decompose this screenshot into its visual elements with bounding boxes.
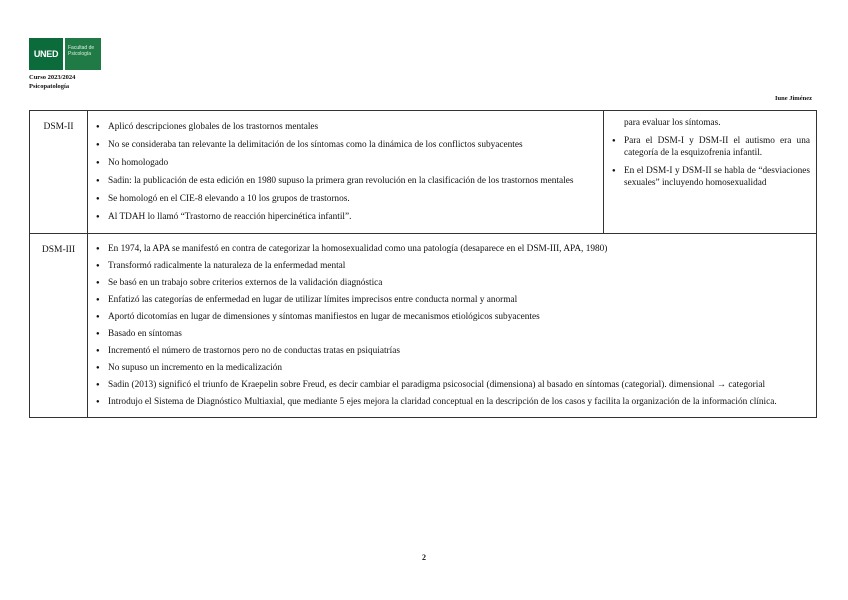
dsm3-bullet-list bbox=[94, 243, 810, 408]
dsm3-bullets-cell bbox=[88, 234, 817, 418]
dsm2-notes-list bbox=[610, 117, 810, 189]
list-item: ● No se consideraba tan relevante la delimitación de los síntomas como la dinámica de los conflictos subyacentes bbox=[94, 139, 597, 151]
page-number: 2 bbox=[422, 553, 426, 562]
author-name: Iune Jiménez bbox=[774, 95, 812, 102]
list-item: ● Aplicó descripciones globales de los trastornos mentales bbox=[94, 121, 597, 133]
list-item: ● Enfatizó las categorías de enfermedad en lugar de utilizar límites imprecisos entre conducta normal y anormal bbox=[94, 294, 810, 306]
list-item: ● Basado en síntomas bbox=[94, 328, 810, 340]
list-item: ● Transformó radicalmente la naturaleza de la enfermedad mental bbox=[94, 260, 810, 272]
list-item: ● Al TDAH lo llamó “Trastorno de reacción hipercinética infantil”. bbox=[94, 211, 597, 223]
row-label-dsm3: DSM-III bbox=[30, 234, 88, 418]
uned-logo bbox=[29, 38, 101, 70]
uned-logo-mark: UNED bbox=[29, 38, 63, 70]
subject-name: Psicopatología bbox=[29, 83, 70, 90]
list-item: ● Sadin: la publicación de esta edición en 1980 supuso la primera gran revolución en la clasificación de los trastornos mentales bbox=[94, 175, 597, 187]
dsm2-bullet-list bbox=[94, 121, 597, 223]
continuation-text: para evaluar los síntomas. bbox=[624, 118, 721, 128]
dsm2-bullets-cell bbox=[88, 111, 604, 234]
list-item: ● Incrementó el número de trastornos pero no de conductas tratas en psiquiatrías bbox=[94, 345, 810, 357]
list-item: ● En el DSM-I y DSM-II se habla de “desviaciones sexuales” incluyendo homosexualidad bbox=[610, 165, 810, 189]
list-item: ● Se homologó en el CIE-8 elevando a 10 los grupos de trastornos. bbox=[94, 193, 597, 205]
faculty-logo-text: Facultad de Psicología bbox=[65, 38, 101, 70]
list-item: ● No supuso un incremento en la medicalización bbox=[94, 362, 810, 374]
dsm-table bbox=[29, 110, 817, 418]
dsm2-notes-cell bbox=[604, 111, 817, 234]
table-row-dsm2 bbox=[30, 111, 817, 234]
table-row-dsm3 bbox=[30, 234, 817, 418]
list-item: ● Se basó en un trabajo sobre criterios externos de la validación diagnóstica bbox=[94, 277, 810, 289]
row-label-dsm2: DSM-II bbox=[30, 111, 88, 234]
list-item: ● En 1974, la APA se manifestó en contra de categorizar la homosexualidad como una patología (desaparece en el DSM-III, APA, 1980) bbox=[94, 243, 810, 255]
course-info bbox=[29, 73, 75, 91]
list-item: ● Para el DSM-I y DSM-II el autismo era una categoría de la esquizofrenia infantil. bbox=[610, 135, 810, 159]
list-item: ● Aportó dicotomías en lugar de dimensiones y síntomas manifiestos en lugar de mecanismos etiológicos subyacentes bbox=[94, 311, 810, 323]
list-item: ● Introdujo el Sistema de Diagnóstico Multiaxial, que mediante 5 ejes mejora la claridad conceptual en la descripción de los casos y facilita la organización de la información clínica. bbox=[94, 396, 810, 408]
list-item: ● No homologado bbox=[94, 157, 597, 169]
course-year: Curso 2023/2024 bbox=[29, 74, 76, 81]
list-item: ● Sadin (2013) significó el triunfo de Kraepelin sobre Freud, es decir cambiar el paradigma psicosocial (dimensiona) al basado en síntomas (categorial). dimensional → categorial bbox=[94, 379, 810, 391]
